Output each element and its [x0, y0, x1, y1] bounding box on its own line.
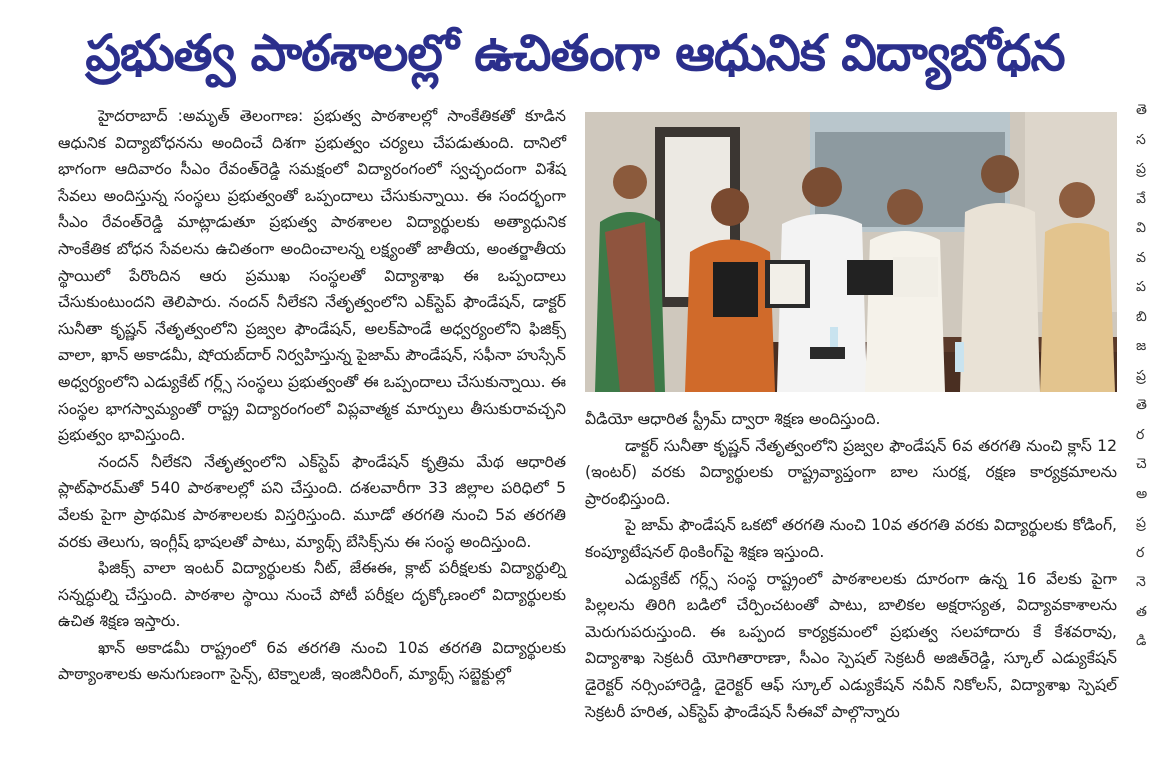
- strip-char: జ: [1136, 338, 1147, 354]
- strip-char: తె: [1136, 102, 1147, 118]
- paragraph: పై జామ్ ఫౌండేషన్ ఒకటో తరగతి నుంచి 10వ తరగతి వరకు విద్యార్థులకు కోడింగ్, కంప్యూటేషనల్ థింకింగ్‌పై శిక్షణ ఇస్తుంది.: [585, 516, 1117, 561]
- article-column-1: [58, 103, 566, 688]
- paragraph: ఫిజిక్స్ వాలా ఇంటర్ విద్యార్థులకు నీట్, జేఈఈ, క్లాట్ పరీక్షలకు విద్యార్థుల్ని సన్నద్ధుల్ని చేస్తుంది. పాఠశాల స్థాయి నుంచే పోటీ పరీక్షల దృక్కోణంలో విద్యార్థులకు ఉచిత శిక్షణ ఇస్తారు.: [58, 559, 566, 631]
- strip-char: చె: [1136, 456, 1147, 472]
- photo-illustration: [585, 112, 1117, 392]
- strip-char: నె: [1136, 574, 1146, 590]
- paragraph: హైదరాబాద్ :అమృత్ తెలంగాణ: ప్రభుత్వ పాఠశాలల్లో సాంకేతికతో కూడిన ఆధునిక విద్యాబోధనను అందించే దిశగా ప్రభుత్వం చర్యలు చేపడుతుంది. దానిలో భాగంగా ఆదివారం సీఎం రేవంత్‌రెడ్డి సమక్షంలో విద్యారంగంలో స్వచ్ఛందంగా విశేష సేవలు అందిస్తున్న సంస్థలు ప్రభుత్వంతో ఒప్పందాలు చేసుకున్నాయి. ఈ సందర్భంగా సీఎం రేవంత్‌రెడ్డి మాట్లాడుతూ ప్రభుత్వ పాఠశాలల విద్యార్థులకు అత్యాధునిక సాంకేతిక బోధన సేవలను ఉచితంగా అందించాలన్న లక్ష్యంతో జాతీయ, అంతర్జాతీయ స్థాయిలో పేరొందిన ఆరు ప్రముఖ సంస్థలతో విద్యాశాఖ ఈ ఒప్పందాలు చేసుకుంటుందని తెలిపారు. నందన్ నీలేకని నేతృత్వంలోని ఎక్‌స్టెప్ ఫౌండేషన్, డాక్టర్ సునీతా కృష్ణన్ నేతృత్వంలోని ప్రజ్వల ఫౌండేషన్, అలక్‌పాండే అధ్వర్యంలోని ఫిజిక్స్ వాలా, ఖాన్ అకాడమీ, షోయబ్‌దార్ నిర్వహిస్తున్న పైజామ్ పౌండేషన్, సఫీనా హుస్సేన్ అధ్వర్యంలోని ఎడ్యుకేట్ గర్ల్స్ సంస్థలు ప్రభుత్వంతో ఈ ఒప్పందాలు చేసుకున్నాయి. ఈ సంస్థల భాగస్వామ్యంతో రాష్ట్ర విద్యారంగంలో విప్లవాత్మక మార్పులు తీసుకురావచ్చని ప్రభుత్వం భావిస్తుంది.: [58, 107, 566, 445]
- strip-char: వి: [1136, 220, 1146, 236]
- article-column-2: [585, 406, 1117, 725]
- adjacent-article-strip: [1136, 96, 1150, 657]
- strip-char: ప్ర: [1136, 161, 1146, 177]
- strip-char: స: [1136, 131, 1146, 148]
- paragraph: నందన్ నీలేకని నేతృత్వంలోని ఎక్‌స్టెప్ ఫౌండేషన్ కృత్రిమ మేథ ఆధారిత ప్లాట్‌ఫారమ్‌తో 540 పాఠశాలల్లో పని చేస్తుంది. దశలవారీగా 33 జిల్లాల పరిధిలో 5 వేలకు పైగా ప్రాథమిక పాఠశాలలకు విస్తరిస్తుంది. మూడో తరగతి నుంచి 5వ తరగతి వరకు తెలుగు, ఇంగ్లీష్ భాషలతో పాటు, మ్యాథ్స్ బేసిక్స్‌ను ఈ సంస్థ అందిస్తుంది.: [58, 452, 566, 551]
- strip-char: ర: [1136, 426, 1145, 443]
- strip-char: డి: [1136, 633, 1147, 649]
- strip-char: ర: [1136, 544, 1145, 561]
- strip-char: ప్ర: [1136, 515, 1146, 531]
- paragraph: ఎడ్యుకేట్ గర్ల్స్ సంస్థ రాష్ట్రంలో పాఠశాలలకు దూరంగా ఉన్న 16 వేలకు పైగా పిల్లలను తిరిగి బడిలో చేర్పించటంతో పాటు, బాలికల అక్షరాస్యత, విద్యావకాశాలను మెరుగుపరుస్తుంది. ఈ ఒప్పంద కార్యక్రమంలో ప్రభుత్వ సలహాదారు కే కేశవరావు, విద్యాశాఖ సెక్రటరీ యోగితారాణా, సీఎం స్పెషల్ సెక్రటరీ అజిత్‌రెడ్డి, స్కూల్ ఎడ్యుకేషన్ డైరెక్టర్ నర్సింహారెడ్డి, డైరెక్టర్ ఆఫ్ స్కూల్ ఎడ్యుకేషన్ నవీన్ నికోలస్, విద్యాశాఖ స్పెషల్ సెక్రటరీ హరిత, ఎక్‌స్టెప్ ఫౌండేషన్ సీఈవో పాల్గొన్నారు: [585, 569, 1117, 721]
- strip-char: ప్ర: [1136, 367, 1146, 384]
- strip-char: ప: [1136, 279, 1146, 295]
- headline: ప్రభుత్వ పాఠశాలల్లో ఉచితంగా ఆధునిక విద్యాబోధన: [85, 24, 1065, 82]
- strip-char: వే: [1136, 190, 1146, 207]
- strip-char: అ: [1136, 485, 1148, 502]
- paragraph: వీడియో ఆధారిత స్ట్రీమ్ ద్వారా శిక్షణ అందిస్తుంది.: [585, 410, 881, 428]
- news-photo: [585, 112, 1117, 392]
- strip-char: బి: [1136, 308, 1147, 325]
- strip-char: వ: [1136, 249, 1146, 266]
- paragraph: ఖాన్ అకాడమీ రాష్ట్రంలో 6వ తరగతి నుంచి 10వ తరగతి విద్యార్థులకు పాఠ్యాంశాలకు అనుగుణంగా సైన్స్, టెక్నాలజీ, ఇంజినీరింగ్, మ్యాథ్స్ సబ్జెక్టుల్లో: [58, 638, 566, 684]
- strip-char: తె: [1136, 397, 1147, 413]
- paragraph: డాక్టర్ సునీతా కృష్ణన్ నేతృత్వంలోని ప్రజ్వల ఫౌండేషన్ 6వ తరగతి నుంచి క్లాస్ 12 (ఇంటర్) వరకు విద్యార్థులకు రాష్ట్రవ్యాప్తంగా బాల సురక్ష, రక్షణ కార్యక్రమాలను ప్రారంభిస్తుంది.: [585, 436, 1117, 508]
- strip-char: త: [1136, 603, 1147, 620]
